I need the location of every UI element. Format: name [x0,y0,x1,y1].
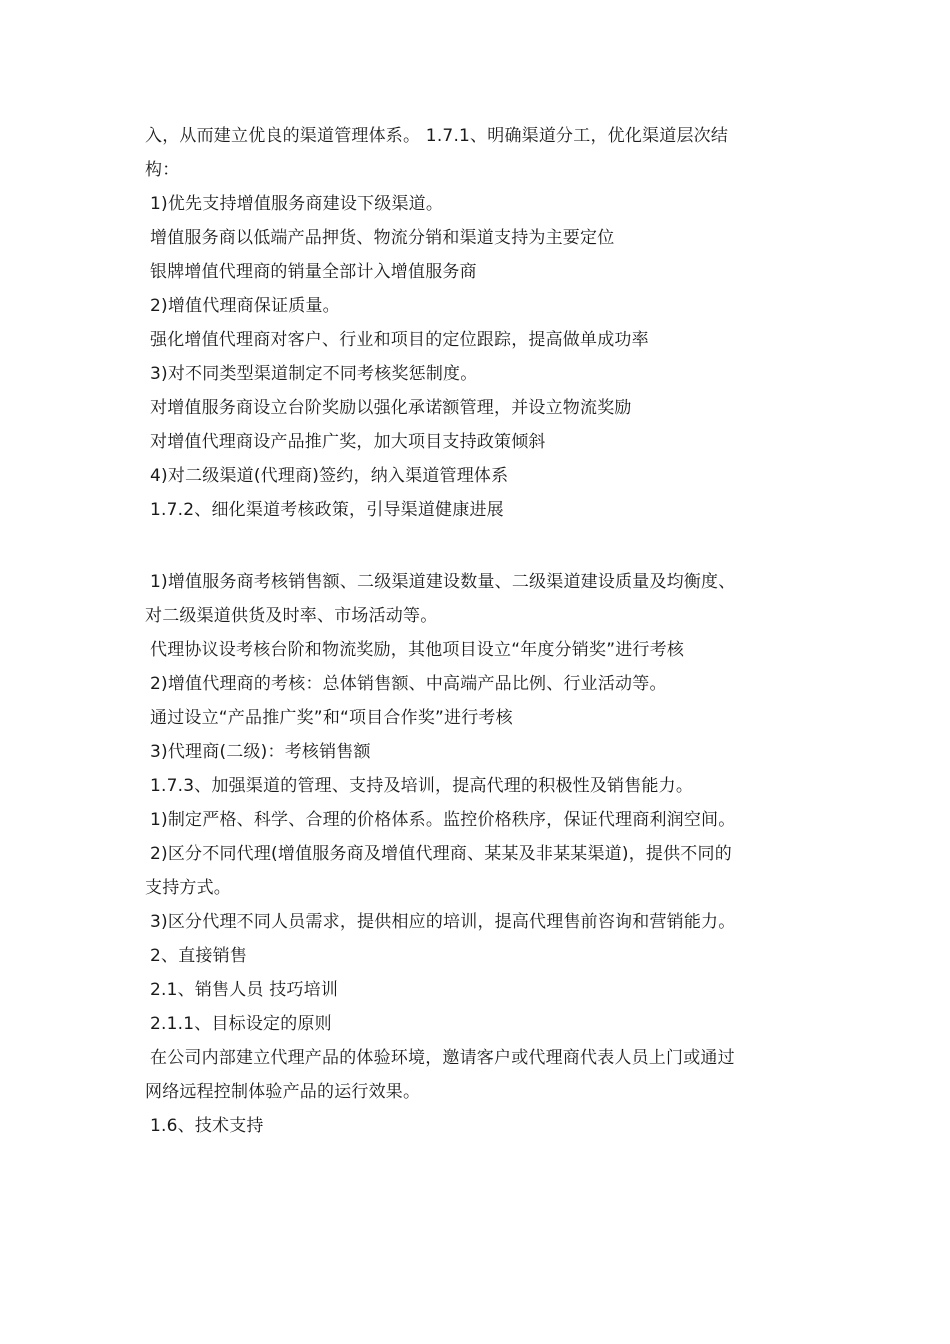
list-item: 2)增值代理商的考核：总体销售额、中高端产品比例、行业活动等。 [150,674,667,694]
paragraph-line: 构： [145,160,180,180]
paragraph-line: 银牌增值代理商的销量全部计入增值服务商 [150,262,477,282]
list-item: 3)对不同类型渠道制定不同考核奖惩制度。 [150,364,478,384]
paragraph-line: 对增值服务商设立台阶奖励以强化承诺额管理，并设立物流奖励 [150,398,632,418]
list-item: 1)制定严格、科学、合理的价格体系。监控价格秩序，保证代理商利润空间。 [150,810,736,830]
paragraph-line: 入，从而建立优良的渠道管理体系。 1.7.1、明确渠道分工，优化渠道层次结 [145,126,729,146]
list-item: 3)代理商(二级)：考核销售额 [150,742,371,762]
paragraph-line: 网络远程控制体验产品的运行效果。 [145,1082,421,1102]
section-heading: 2.1、销售人员 技巧培训 [150,980,339,1000]
section-heading: 2、直接销售 [150,946,248,966]
paragraph-line: 在公司内部建立代理产品的体验环境，邀请客户或代理商代表人员上门或通过 [150,1048,735,1068]
paragraph-line: 通过设立“产品推广奖”和“项目合作奖”进行考核 [150,708,513,728]
section-heading: 2.1.1、目标设定的原则 [150,1014,332,1034]
document-body [145,119,810,1143]
section-heading: 1.6、技术支持 [150,1116,264,1136]
list-item: 1)增值服务商考核销售额、二级渠道建设数量、二级渠道建设质量及均衡度、 [150,572,736,592]
paragraph-line: 增值服务商以低端产品押货、物流分销和渠道支持为主要定位 [150,228,615,248]
section-heading: 1.7.3、加强渠道的管理、支持及培训，提高代理的积极性及销售能力。 [150,776,694,796]
list-item: 3)区分代理不同人员需求，提供相应的培训，提高代理售前咨询和营销能力。 [150,912,736,932]
paragraph-line: 代理协议设考核台阶和物流奖励，其他项目设立“年度分销奖”进行考核 [150,640,685,660]
list-item: 2)区分不同代理(增值服务商及增值代理商、某某及非某某渠道)，提供不同的 [150,844,732,864]
blank-line [145,527,810,565]
list-item: 1)优先支持增值服务商建设下级渠道。 [150,194,444,214]
paragraph-line: 对增值代理商设产品推广奖，加大项目支持政策倾斜 [150,432,546,452]
paragraph-line: 支持方式。 [145,878,231,898]
section-heading: 1.7.2、细化渠道考核政策，引导渠道健康进展 [150,500,504,520]
list-item: 2)增值代理商保证质量。 [150,296,340,316]
list-item: 4)对二级渠道(代理商)签约，纳入渠道管理体系 [150,466,509,486]
paragraph-line: 强化增值代理商对客户、行业和项目的定位跟踪，提高做单成功率 [150,330,649,350]
paragraph-line: 对二级渠道供货及时率、市场活动等。 [145,606,438,626]
